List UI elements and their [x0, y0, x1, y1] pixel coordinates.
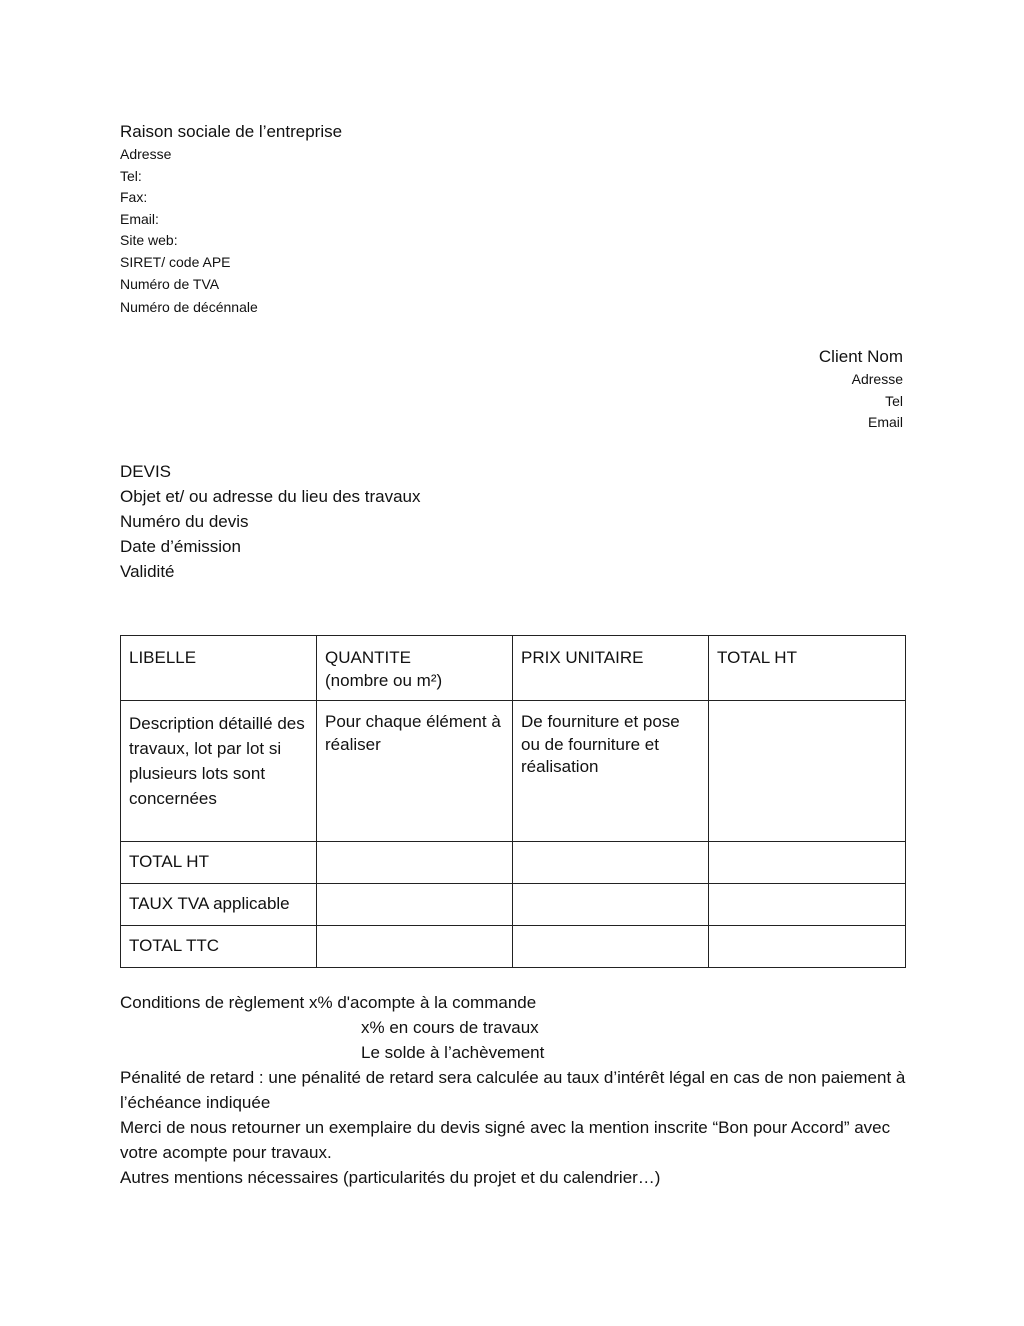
- company-siret: SIRET/ code APE: [120, 253, 231, 270]
- summary-cell: [709, 842, 906, 884]
- company-tel: Tel:: [120, 167, 142, 184]
- client-tel: Tel: [885, 392, 903, 409]
- company-email: Email:: [120, 210, 159, 227]
- company-website: Site web:: [120, 232, 178, 249]
- cell-quantite: Pour chaque élément à réaliser: [317, 701, 513, 842]
- company-block: [120, 121, 620, 319]
- table-row: [121, 701, 906, 842]
- summary-label: TOTAL TTC: [121, 926, 317, 968]
- summary-row-total-ttc: [121, 926, 906, 968]
- company-tva: Numéro de TVA: [120, 275, 220, 292]
- summary-cell: [513, 842, 709, 884]
- conditions-reglement-3: Le solde à l’achèvement: [361, 1043, 545, 1062]
- devis-validity: Validité: [120, 562, 175, 581]
- quote-table: [120, 635, 906, 968]
- cell-prix: De fourniture et pose ou de fourniture et réalisation: [513, 701, 709, 842]
- client-block: [503, 346, 903, 434]
- summary-cell: [317, 884, 513, 926]
- summary-cell: [709, 884, 906, 926]
- conditions-retour: Merci de nous retourner un exemplaire du devis signé avec la mention inscrite “Bon pour Accord” avec votre acompte pour travaux.: [120, 1118, 891, 1162]
- summary-row-total-ht: [121, 842, 906, 884]
- company-address: Adresse: [120, 146, 172, 162]
- header-quantite: [317, 636, 513, 701]
- conditions-block: [120, 990, 910, 1190]
- conditions-reglement: Conditions de règlement x% d'acompte à la commande: [120, 993, 537, 1012]
- summary-row-tva: [121, 884, 906, 926]
- summary-cell: [317, 842, 513, 884]
- summary-cell: [709, 926, 906, 968]
- header-quantite-sub: (nombre ou m²): [325, 671, 443, 690]
- summary-label: TAUX TVA applicable: [121, 884, 317, 926]
- company-name: Raison sociale de l’entreprise: [120, 122, 343, 141]
- summary-cell: [513, 884, 709, 926]
- cell-libelle: Description détaillé des travaux, lot par lot si plusieurs lots sont concernées: [121, 701, 317, 842]
- header-libelle-label: LIBELLE: [129, 648, 197, 667]
- conditions-penalite: Pénalité de retard : une pénalité de retard sera calculée au taux d’intérêt légal en cas de non paiement à l’échéance indiquée: [120, 1068, 906, 1112]
- client-name: Client Nom: [818, 347, 903, 366]
- company-fax: Fax:: [120, 189, 148, 206]
- conditions-reglement-2: x% en cours de travaux: [361, 1018, 539, 1037]
- header-prix: [513, 636, 709, 701]
- header-total-label: TOTAL HT: [717, 648, 797, 667]
- summary-cell: [317, 926, 513, 968]
- devis-block: [120, 459, 720, 584]
- company-decennale: Numéro de décénnale: [120, 299, 258, 316]
- header-prix-label: PRIX UNITAIRE: [521, 648, 644, 667]
- devis-date: Date d’émission: [120, 537, 241, 556]
- summary-label: TOTAL HT: [121, 842, 317, 884]
- client-email: Email: [867, 414, 903, 431]
- devis-title: DEVIS: [120, 462, 172, 481]
- client-address: Adresse: [851, 371, 903, 387]
- table-header-row: [121, 636, 906, 701]
- header-total: [709, 636, 906, 701]
- header-libelle: [121, 636, 317, 701]
- header-quantite-label: QUANTITE: [325, 648, 411, 667]
- cell-total: [709, 701, 906, 842]
- summary-cell: [513, 926, 709, 968]
- conditions-autres: Autres mentions nécessaires (particularités du projet et du calendrier…): [120, 1168, 661, 1187]
- devis-number: Numéro du devis: [120, 512, 249, 531]
- devis-object: Objet et/ ou adresse du lieu des travaux: [120, 487, 421, 506]
